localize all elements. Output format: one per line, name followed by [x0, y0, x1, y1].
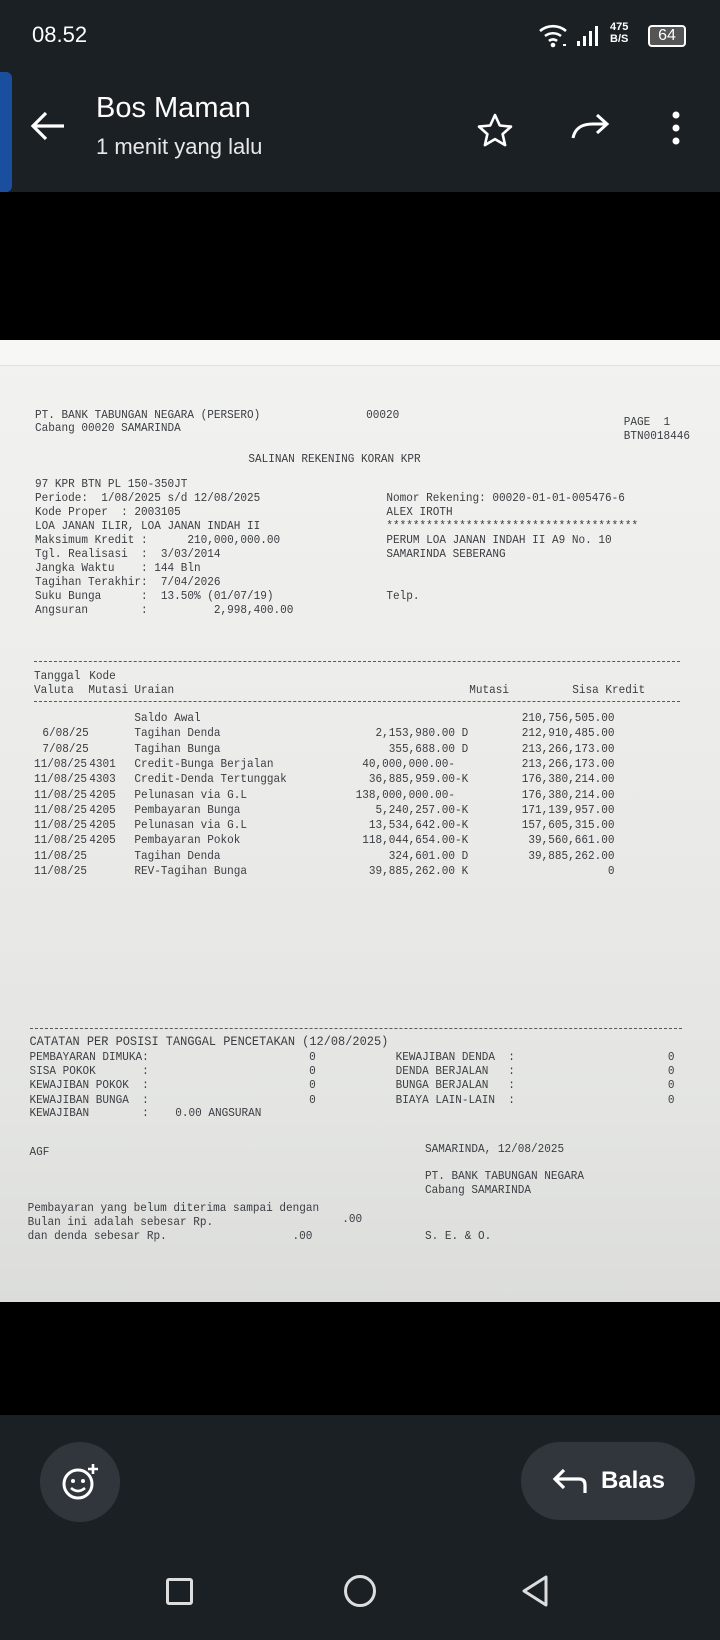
info-left: Suku Bunga : 13.50% (01/07/19)	[34, 589, 274, 603]
info-left: Jangka Waktu : 144 Bln	[34, 561, 201, 575]
row-sisa-kredit: 176,380,214.00	[521, 772, 615, 787]
note-label: KEWAJIBAN POKOK :	[29, 1078, 149, 1093]
document-title: SALINAN REKENING KORAN KPR	[248, 452, 421, 466]
header-uraian: Uraian	[134, 683, 175, 697]
speed-unit: B/S	[610, 33, 629, 45]
back-button[interactable]	[520, 1574, 550, 1608]
address-line: PERUM LOA JANAN INDAH II A9 No. 10	[386, 533, 612, 547]
row-mutasi: 324,601.00 D	[388, 848, 469, 863]
note-label: BIAYA LAIN-LAIN :	[395, 1092, 515, 1107]
note-value: 0	[309, 1050, 316, 1064]
note-value: 0	[667, 1092, 675, 1107]
battery-icon	[648, 25, 686, 47]
info-left: Periode: 1/08/2025 s/d 12/08/2025	[34, 491, 261, 505]
row-code: 4205	[89, 818, 116, 833]
row-mutasi: 5,240,257.00-K	[375, 802, 469, 817]
row-description: REV-Tagihan Bunga	[134, 864, 247, 878]
bank-name: PT. BANK TABUNGAN NEGARA (PERSERO)	[34, 408, 261, 422]
row-description: Pelunasan via G.L	[134, 787, 247, 802]
recent-apps-button[interactable]	[166, 1578, 193, 1605]
home-button[interactable]	[344, 1575, 376, 1607]
notes-title: CATATAN PER POSISI TANGGAL PENCETAKAN (12/08/2025)	[29, 1034, 389, 1049]
row-mutasi: 2,153,980.00 D	[375, 726, 469, 741]
header-tanggal: Tanggal	[34, 669, 81, 683]
row-mutasi: 118,044,654.00-K	[362, 833, 469, 848]
row-code: 4205	[89, 787, 116, 802]
react-button[interactable]	[40, 1442, 120, 1522]
row-mutasi: 138,000,000.00-	[355, 787, 469, 802]
row-sisa-kredit: 0	[607, 864, 615, 878]
row-code: 4205	[89, 833, 116, 848]
row-date: 11/08/25	[34, 848, 88, 863]
timestamp: 1 menit yang lalu	[96, 134, 263, 159]
header-valuta: Valuta	[34, 683, 74, 697]
note-value: 0	[309, 1092, 316, 1107]
statement-photo[interactable]	[0, 340, 720, 1302]
network-speed	[610, 21, 628, 45]
info-left: 97 KPR BTN PL 150-350JT	[34, 477, 188, 491]
row-description: Saldo Awal	[134, 711, 201, 725]
row-mutasi: 36,885,959.00-K	[368, 772, 469, 787]
sign-bank: PT. BANK TABUNGAN NEGARA	[425, 1169, 585, 1183]
note-value: 0	[667, 1078, 675, 1093]
more-options-icon[interactable]	[668, 110, 684, 146]
page-number: PAGE 1	[623, 415, 671, 429]
row-date: 11/08/25	[34, 818, 88, 833]
info-left: Maksimum Kredit : 210,000,000.00	[34, 533, 281, 547]
reply-label: Balas	[600, 1467, 666, 1494]
kewajiban: KEWAJIBAN : 0.00 ANGSURAN	[29, 1106, 262, 1120]
row-code: 4301	[89, 756, 116, 771]
row-description: Credit-Denda Tertunggak	[134, 772, 287, 787]
note-value: 0	[309, 1078, 316, 1093]
unpaid-line: dan denda sebesar Rp.	[27, 1229, 167, 1243]
header-sisa-kredit: Sisa Kredit	[572, 683, 646, 697]
row-date: 11/08/25	[34, 772, 88, 787]
note-value: 0	[667, 1050, 675, 1064]
row-description: Pembayaran Bunga	[134, 802, 241, 817]
address-line: SAMARINDA SEBERANG	[386, 547, 506, 561]
agf: AGF	[29, 1145, 50, 1159]
account-number: Nomor Rekening: 00020-01-01-005476-6	[386, 491, 625, 505]
note-label: BUNGA BERJALAN :	[395, 1078, 515, 1093]
row-sisa-kredit: 39,885,262.00	[528, 848, 615, 863]
row-code: 4303	[89, 772, 116, 787]
battery-level: 64	[658, 27, 676, 44]
row-date: 11/08/25	[34, 833, 88, 848]
info-left: Kode Proper : 2003105	[34, 505, 181, 519]
row-sisa-kredit: 157,605,315.00	[521, 818, 615, 833]
sender-name: Bos Maman	[96, 92, 251, 124]
row-sisa-kredit: 210,756,505.00	[521, 711, 615, 725]
header-kode: Kode	[89, 669, 116, 683]
separator-stars: **************************************	[386, 519, 639, 533]
row-date: 11/08/25	[34, 864, 88, 878]
row-description: Tagihan Denda	[134, 726, 221, 741]
row-sisa-kredit: 212,910,485.00	[521, 726, 615, 741]
row-date: 11/08/25	[34, 787, 88, 802]
seo-note: S. E. & O.	[425, 1229, 492, 1243]
row-description: Tagihan Bunga	[134, 741, 221, 756]
row-sisa-kredit: 39,560,661.00	[528, 833, 615, 848]
unpaid-amount: .00	[342, 1212, 363, 1226]
header-mutasi: Mutasi	[469, 683, 509, 697]
row-sisa-kredit: 213,266,173.00	[521, 756, 615, 771]
note-value: 0	[667, 1064, 675, 1079]
speed-value: 475	[610, 21, 629, 33]
row-date: 6/08/25	[42, 726, 89, 741]
info-left: LOA JANAN ILIR, LOA JANAN INDAH II	[34, 519, 261, 533]
wifi-icon	[538, 22, 570, 48]
note-label: KEWAJIBAN BUNGA :	[29, 1092, 149, 1107]
branch-code: 00020	[366, 408, 400, 422]
row-sisa-kredit: 171,139,957.00	[521, 802, 615, 817]
forward-icon[interactable]	[570, 112, 612, 142]
info-left: Angsuran : 2,998,400.00	[34, 603, 294, 617]
row-mutasi: 13,534,642.00-K	[368, 818, 469, 833]
row-mutasi: 355,688.00 D	[388, 741, 469, 756]
info-left: Tgl. Realisasi : 3/03/2014	[34, 547, 221, 561]
note-label: SISA POKOK :	[29, 1064, 149, 1079]
row-description: Tagihan Denda	[134, 848, 221, 863]
signal-icon	[576, 24, 600, 48]
note-label: KEWAJIBAN DENDA :	[395, 1050, 515, 1064]
row-description: Pembayaran Pokok	[134, 833, 241, 848]
note-label: PEMBAYARAN DIMUKA:	[29, 1050, 149, 1064]
reply-button[interactable]	[521, 1442, 695, 1520]
row-code: 4205	[89, 802, 116, 817]
row-mutasi: 40,000,000.00-	[362, 756, 469, 771]
info-left: Tagihan Terakhir: 7/04/2026	[34, 575, 221, 589]
row-description: Pelunasan via G.L	[134, 818, 247, 833]
unpaid-line: Pembayaran yang belum diterima sampai dengan	[27, 1201, 320, 1215]
edge-panel-handle[interactable]	[0, 72, 12, 192]
row-description: Credit-Bunga Berjalan	[134, 756, 274, 771]
header-mutasi-code: Mutasi	[88, 683, 129, 697]
status-bar	[0, 0, 720, 70]
emoji-add-icon	[60, 1462, 100, 1502]
account-holder: ALEX IROTH	[386, 505, 453, 519]
unpaid-line: Bulan ini adalah sebesar Rp.	[27, 1215, 214, 1229]
star-icon[interactable]	[476, 112, 514, 148]
doc-id: BTN0018446	[623, 429, 691, 443]
reply-icon	[551, 1467, 587, 1495]
phone-label: Telp.	[386, 589, 420, 603]
back-arrow-icon[interactable]	[30, 110, 66, 142]
notes-section	[0, 340, 675, 1302]
denda-amount: .00	[292, 1229, 313, 1243]
clock: 08.52	[32, 22, 88, 47]
row-sisa-kredit: 176,380,214.00	[521, 787, 615, 802]
branch: Cabang 00020 SAMARINDA	[34, 421, 181, 435]
row-date: 11/08/25	[34, 802, 88, 817]
place-date: SAMARINDA, 12/08/2025	[425, 1142, 565, 1156]
row-mutasi: 39,885,262.00 K	[368, 864, 469, 878]
row-date: 7/08/25	[42, 741, 89, 756]
row-sisa-kredit: 213,266,173.00	[521, 741, 615, 756]
sign-branch: Cabang SAMARINDA	[425, 1183, 532, 1197]
note-value: 0	[309, 1064, 316, 1079]
note-label: DENDA BERJALAN :	[395, 1064, 515, 1079]
row-date: 11/08/25	[34, 756, 88, 771]
